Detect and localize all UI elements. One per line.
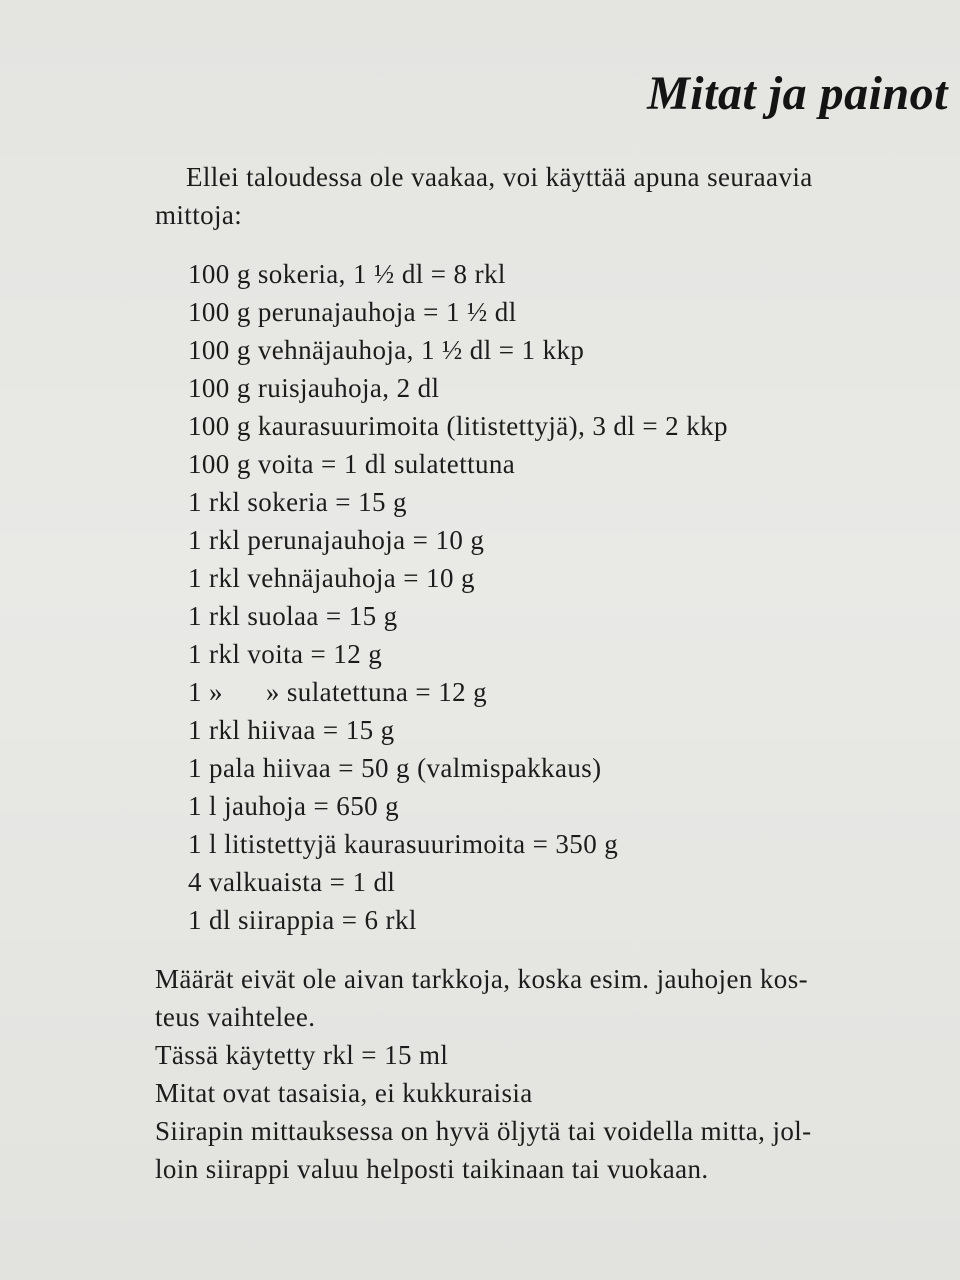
measure-item: 100 g kaurasuurimoita (litistettyjä), 3 dl = 2 kkp <box>188 411 728 441</box>
measure-item: 1 l jauhoja = 650 g <box>188 791 400 821</box>
measures-list <box>188 255 728 939</box>
notes-line-4: Mitat ovat tasaisia, ei kukkuraisia <box>155 1078 533 1108</box>
measure-item: 1 dl siirappia = 6 rkl <box>188 905 417 935</box>
measure-item: 1 rkl sokeria = 15 g <box>188 487 407 517</box>
notes-paragraph <box>155 960 960 1188</box>
page-title: Mitat ja painot <box>647 67 948 120</box>
measure-item: 1 pala hiivaa = 50 g (valmispakkaus) <box>188 753 602 783</box>
intro-paragraph <box>155 158 955 234</box>
measure-item: 1 rkl perunajauhoja = 10 g <box>188 525 485 555</box>
measure-item: 1 rkl voita = 12 g <box>188 639 383 669</box>
intro-line-1: Ellei taloudessa ole vaakaa, voi käyttää apuna seuraavia <box>186 162 813 192</box>
measure-item: 100 g ruisjauhoja, 2 dl <box>188 373 440 403</box>
measure-item: 100 g voita = 1 dl sulatettuna <box>188 449 516 479</box>
measure-item: 1 rkl hiivaa = 15 g <box>188 715 395 745</box>
measure-item: 1 » » sulatettuna = 12 g <box>188 677 488 707</box>
notes-line-6: loin siirappi valuu helposti taikinaan tai vuokaan. <box>155 1154 709 1184</box>
measure-item: 1 l litistettyjä kaurasuurimoita = 350 g <box>188 829 619 859</box>
measure-item: 1 rkl suolaa = 15 g <box>188 601 398 631</box>
intro-line-2: mittoja: <box>155 200 243 230</box>
notes-line-2: teus vaihtelee. <box>155 1002 316 1032</box>
notes-line-5: Siirapin mittauksessa on hyvä öljytä tai voidella mitta, jol- <box>155 1116 812 1146</box>
measure-item: 100 g perunajauhoja = 1 ½ dl <box>188 297 517 327</box>
notes-line-3: Tässä käytetty rkl = 15 ml <box>155 1040 449 1070</box>
measure-item: 100 g sokeria, 1 ½ dl = 8 rkl <box>188 259 506 289</box>
notes-line-1: Määrät eivät ole aivan tarkkoja, koska esim. jauhojen kos- <box>155 964 808 994</box>
measure-item: 4 valkuaista = 1 dl <box>188 867 396 897</box>
measure-item: 100 g vehnäjauhoja, 1 ½ dl = 1 kkp <box>188 335 585 365</box>
measure-item: 1 rkl vehnäjauhoja = 10 g <box>188 563 475 593</box>
